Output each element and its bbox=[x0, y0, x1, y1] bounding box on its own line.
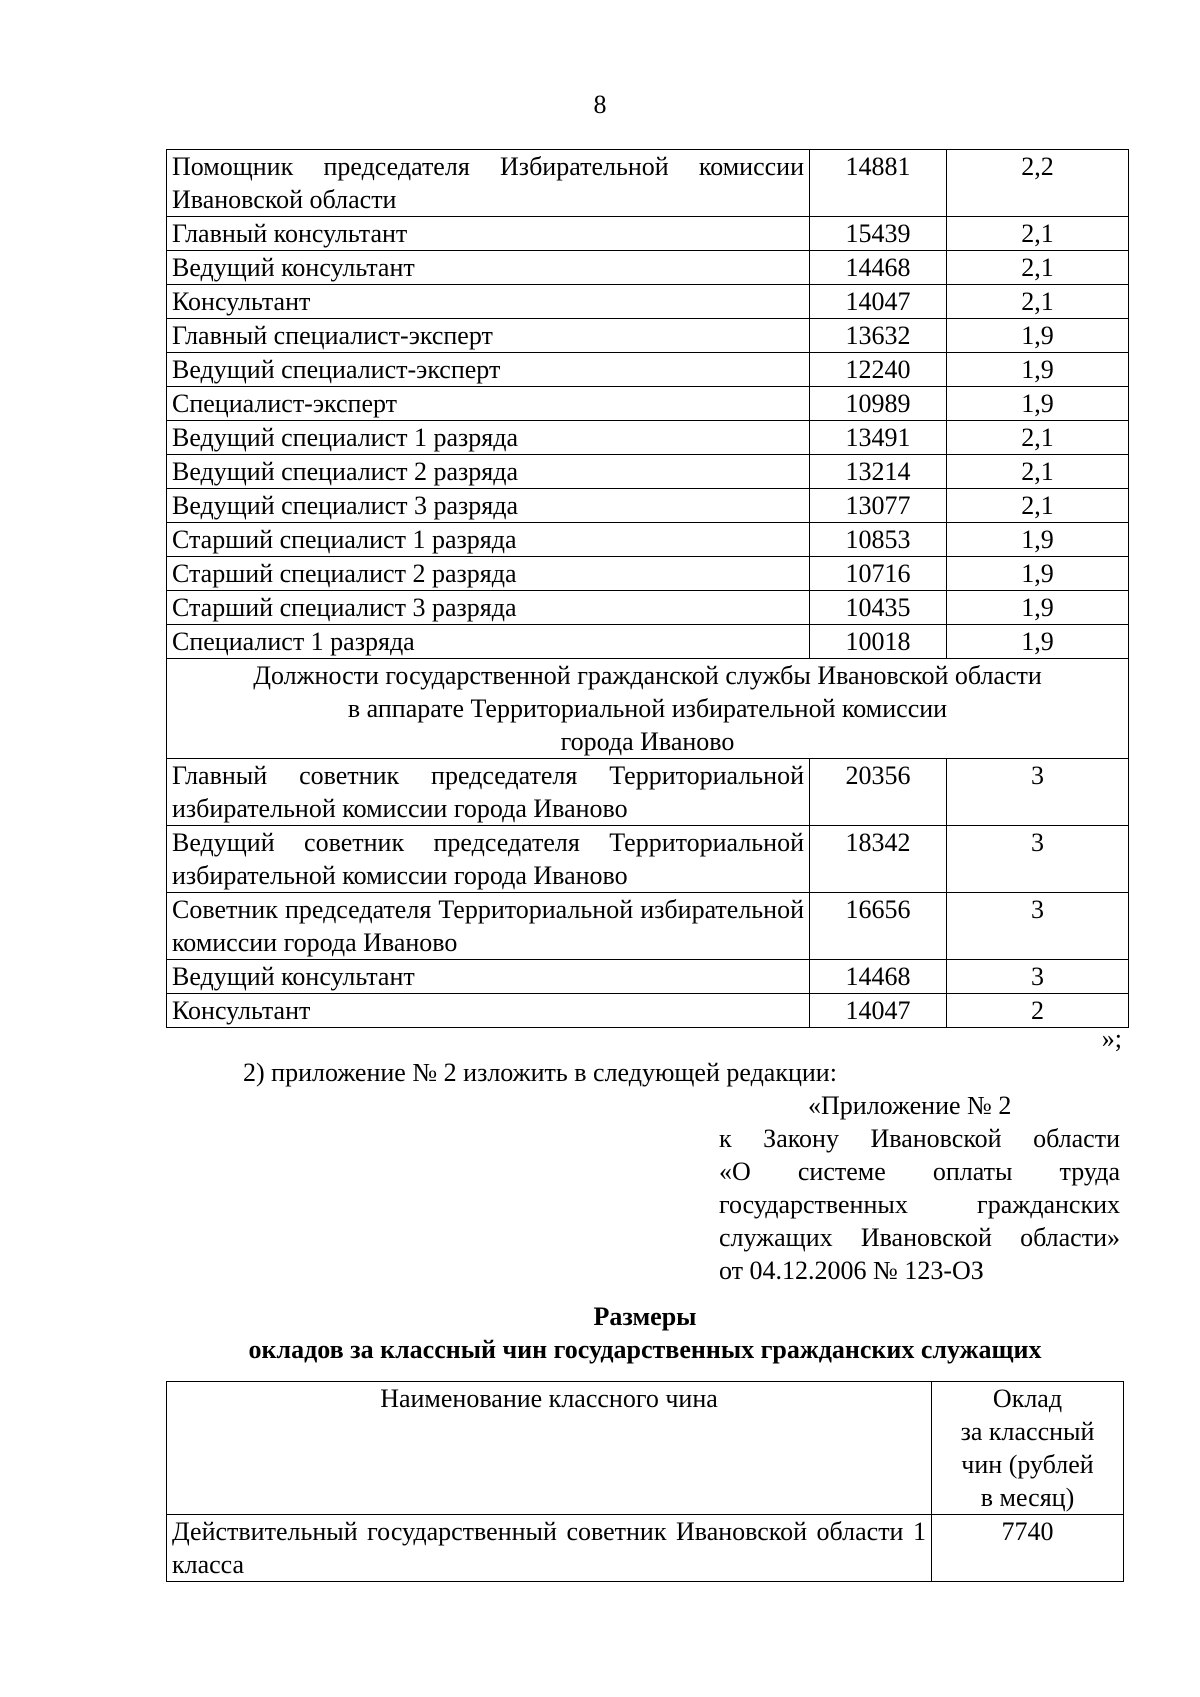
salary-value: 15439 bbox=[810, 217, 947, 251]
section-header-line-2: в аппарате Территориальной избирательной комиссии bbox=[347, 694, 948, 723]
appendix-title: «Приложение № 2 bbox=[808, 1091, 1012, 1120]
salary-table-section bbox=[167, 659, 1129, 759]
table-row bbox=[167, 455, 1129, 489]
coefficient-value: 2,1 bbox=[947, 251, 1129, 285]
salary-table-top-rows bbox=[167, 150, 1129, 659]
table-row bbox=[167, 217, 1129, 251]
section-heading-title: Размеры bbox=[593, 1302, 697, 1331]
position-name: Ведущий консультант bbox=[167, 251, 810, 285]
salary-table-bottom-rows bbox=[167, 759, 1129, 1028]
coefficient-value: 1,9 bbox=[947, 523, 1129, 557]
table-row bbox=[167, 319, 1129, 353]
coefficient-value: 2,2 bbox=[947, 150, 1129, 217]
section-header-line-1: Должности государственной гражданской службы Ивановской области bbox=[253, 661, 1042, 690]
position-name: Ведущий специалист 2 разряда bbox=[167, 455, 810, 489]
coefficient-value: 2,1 bbox=[947, 489, 1129, 523]
table-row bbox=[167, 421, 1129, 455]
position-name: Главный советник председателя Территориальной избирательной комиссии города Иваново bbox=[167, 759, 810, 826]
rank-pay-value: 7740 bbox=[932, 1515, 1124, 1582]
position-name: Консультант bbox=[167, 285, 810, 319]
table-row bbox=[167, 251, 1129, 285]
header-pay-line-2: за классный bbox=[960, 1417, 1095, 1446]
salary-value: 10716 bbox=[810, 557, 947, 591]
table-row bbox=[167, 960, 1129, 994]
salary-value: 10853 bbox=[810, 523, 947, 557]
coefficient-value: 1,9 bbox=[947, 591, 1129, 625]
table-row bbox=[167, 893, 1129, 960]
section-header-line-3: города Иваново bbox=[560, 727, 735, 756]
salary-value: 20356 bbox=[810, 759, 947, 826]
table-row bbox=[167, 994, 1129, 1028]
header-rank-name: Наименование классного чина bbox=[167, 1382, 932, 1515]
coefficient-value: 2,1 bbox=[947, 285, 1129, 319]
coefficient-value: 1,9 bbox=[947, 625, 1129, 659]
table-row bbox=[167, 523, 1129, 557]
appendix-line-4: служащих Ивановской области» bbox=[719, 1223, 1120, 1252]
coefficient-value: 2,1 bbox=[947, 217, 1129, 251]
coefficient-value: 3 bbox=[947, 960, 1129, 994]
salary-value: 18342 bbox=[810, 826, 947, 893]
position-name: Специалист 1 разряда bbox=[167, 625, 810, 659]
salary-value: 10435 bbox=[810, 591, 947, 625]
table-row bbox=[167, 353, 1129, 387]
table-row bbox=[167, 625, 1129, 659]
coefficient-value: 3 bbox=[947, 893, 1129, 960]
salary-table bbox=[166, 149, 1129, 1028]
table-row bbox=[167, 285, 1129, 319]
position-name: Ведущий специалист 3 разряда bbox=[167, 489, 810, 523]
table-row bbox=[167, 387, 1129, 421]
position-name: Советник председателя Территориальной избирательной комиссии города Иваново bbox=[167, 893, 810, 960]
header-pay-line-4: в месяц) bbox=[980, 1483, 1075, 1512]
salary-value: 13077 bbox=[810, 489, 947, 523]
coefficient-value: 1,9 bbox=[947, 557, 1129, 591]
coefficient-value: 3 bbox=[947, 826, 1129, 893]
salary-value: 12240 bbox=[810, 353, 947, 387]
table-row bbox=[167, 759, 1129, 826]
coefficient-value: 1,9 bbox=[947, 387, 1129, 421]
position-name: Специалист-эксперт bbox=[167, 387, 810, 421]
class-rank-table-body bbox=[167, 1382, 1124, 1582]
position-name: Ведущий консультант bbox=[167, 960, 810, 994]
salary-value: 14047 bbox=[810, 285, 947, 319]
position-name: Главный специалист-эксперт bbox=[167, 319, 810, 353]
section-header-cell bbox=[167, 659, 1129, 759]
table-row bbox=[167, 150, 1129, 217]
table-row bbox=[167, 826, 1129, 893]
position-name: Помощник председателя Избирательной комиссии Ивановской области bbox=[167, 150, 810, 217]
coefficient-value: 3 bbox=[947, 759, 1129, 826]
table-row bbox=[167, 591, 1129, 625]
section-heading-subtitle: окладов за классный чин государственных гражданских служащих bbox=[248, 1335, 1042, 1364]
appendix-line-3: государственных гражданских bbox=[719, 1190, 1120, 1219]
position-name: Ведущий советник председателя Территориальной избирательной комиссии города Иваново bbox=[167, 826, 810, 893]
coefficient-value: 2,1 bbox=[947, 455, 1129, 489]
section-header-row bbox=[167, 659, 1129, 759]
table-row bbox=[167, 489, 1129, 523]
coefficient-value: 1,9 bbox=[947, 319, 1129, 353]
page-number: 8 bbox=[593, 90, 607, 119]
salary-value: 13491 bbox=[810, 421, 947, 455]
salary-value: 16656 bbox=[810, 893, 947, 960]
header-pay-line-3: чин (рублей bbox=[961, 1450, 1094, 1479]
salary-value: 13214 bbox=[810, 455, 947, 489]
header-pay bbox=[932, 1382, 1124, 1515]
table-row bbox=[167, 1515, 1124, 1582]
salary-value: 14047 bbox=[810, 994, 947, 1028]
position-name: Консультант bbox=[167, 994, 810, 1028]
rank-name: Действительный государственный советник Ивановской области 1 класса bbox=[167, 1515, 932, 1582]
position-name: Старший специалист 2 разряда bbox=[167, 557, 810, 591]
salary-value: 14881 bbox=[810, 150, 947, 217]
table-row bbox=[167, 557, 1129, 591]
amendment-text: 2) приложение № 2 изложить в следующей редакции: bbox=[243, 1058, 837, 1087]
position-name: Ведущий специалист-эксперт bbox=[167, 353, 810, 387]
coefficient-value: 2,1 bbox=[947, 421, 1129, 455]
header-pay-line-1: Оклад bbox=[992, 1384, 1063, 1413]
appendix-reference bbox=[719, 1122, 1120, 1287]
salary-value: 13632 bbox=[810, 319, 947, 353]
class-rank-header-row bbox=[167, 1382, 1124, 1515]
position-name: Ведущий специалист 1 разряда bbox=[167, 421, 810, 455]
appendix-line-1: к Закону Ивановской области bbox=[719, 1124, 1120, 1153]
closing-quote: »; bbox=[1101, 1024, 1122, 1053]
position-name: Старший специалист 1 разряда bbox=[167, 523, 810, 557]
position-name: Главный консультант bbox=[167, 217, 810, 251]
salary-value: 10989 bbox=[810, 387, 947, 421]
coefficient-value: 1,9 bbox=[947, 353, 1129, 387]
appendix-line-5: от 04.12.2006 № 123-ОЗ bbox=[719, 1256, 984, 1285]
coefficient-value: 2 bbox=[947, 994, 1129, 1028]
salary-value: 14468 bbox=[810, 251, 947, 285]
salary-value: 14468 bbox=[810, 960, 947, 994]
class-rank-table bbox=[166, 1381, 1124, 1582]
salary-value: 10018 bbox=[810, 625, 947, 659]
position-name: Старший специалист 3 разряда bbox=[167, 591, 810, 625]
appendix-line-2: «О системе оплаты труда bbox=[719, 1157, 1120, 1186]
